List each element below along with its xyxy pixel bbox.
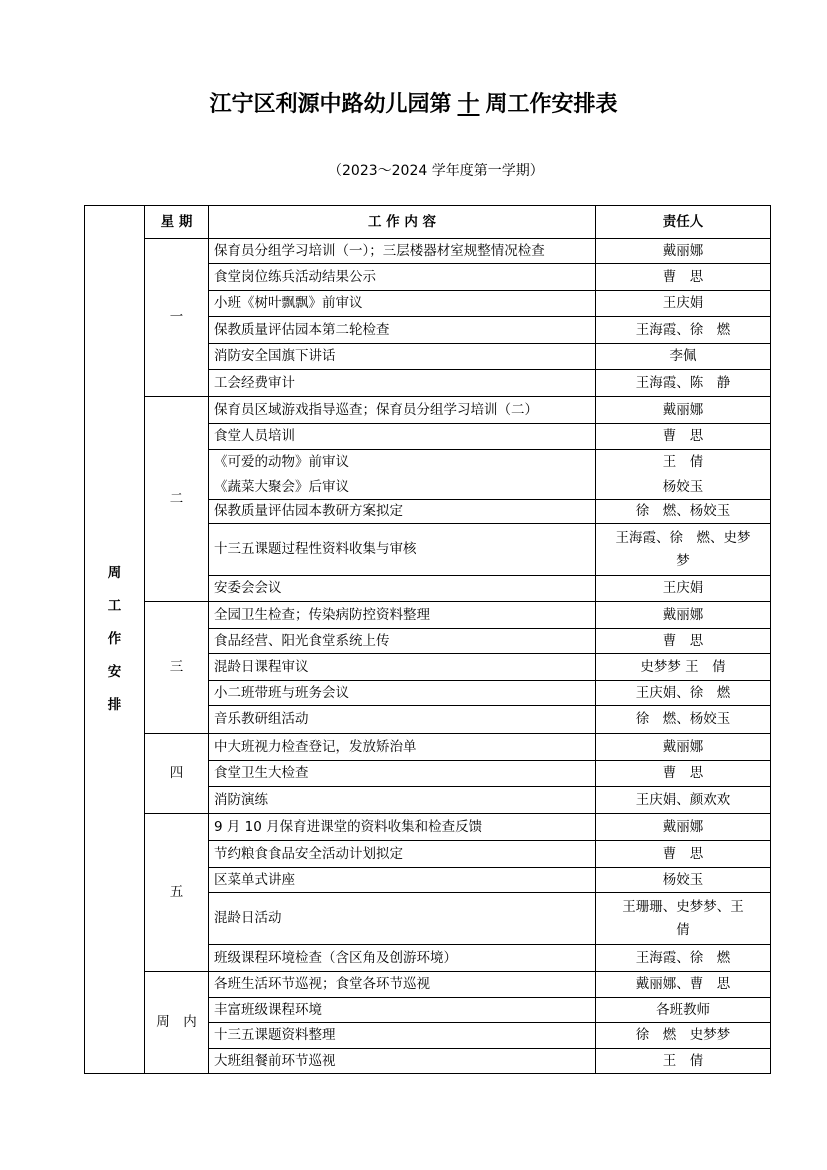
responsible-person	[596, 602, 771, 629]
person-text: 王庆娟	[662, 295, 704, 311]
task-text: 食堂人员培训	[214, 428, 295, 444]
person-text: 徐 燃、杨姣玉	[635, 503, 731, 519]
person-text: 戴丽娜	[662, 738, 704, 755]
task-text: 班级课程环境检查（含区角及创游环境）	[214, 949, 457, 966]
person-text: 曹 思	[662, 268, 704, 285]
task-text: 丰富班级课程环境	[214, 1001, 322, 1018]
responsible-person	[596, 576, 771, 602]
task-text: 安委会会议	[214, 580, 282, 596]
task-text: 食品经营、阳光食堂系统上传	[214, 632, 390, 649]
week-number: 十	[457, 92, 480, 117]
responsible-person	[596, 972, 771, 998]
responsible-person	[596, 841, 771, 868]
task-content	[209, 450, 596, 500]
responsible-person	[596, 424, 771, 450]
responsible-person	[596, 761, 771, 787]
task-content	[209, 681, 596, 706]
task-content	[209, 787, 596, 814]
task-content	[209, 814, 596, 841]
task-text: 保育员区域游戏指导巡查；保育员分组学习培训（二）	[214, 401, 538, 418]
table-row	[85, 239, 771, 264]
person-text: 徐 燃、杨姣玉	[635, 711, 731, 727]
person-text: 王海霞、徐 燃	[635, 949, 731, 966]
task-text: 《蔬菜大聚会》后审议	[214, 478, 349, 495]
task-text: 音乐教研组活动	[214, 711, 309, 727]
side-label-char: 安	[107, 664, 122, 680]
task-text: 混龄日课程审议	[214, 658, 309, 675]
task-text: 保育员分组学习培训（一）；三层楼器材室规整情况检查	[214, 242, 545, 259]
task-text: 节约粮食食品安全活动计划拟定	[214, 845, 403, 862]
responsible-person	[596, 868, 771, 893]
person-text: 王 倩	[662, 1052, 704, 1069]
task-content	[209, 344, 596, 370]
school-year-subtitle: （2023～2024 学年度第一学期）	[328, 163, 544, 179]
task-text: 混龄日活动	[214, 910, 282, 926]
person-text: 曹 思	[662, 845, 704, 862]
table-row	[85, 814, 771, 841]
responsible-person	[596, 397, 771, 424]
task-content	[209, 424, 596, 450]
responsible-person	[596, 654, 771, 681]
day-cell: 四	[145, 734, 209, 814]
person-text: 王庆娟、徐 燃	[635, 684, 731, 701]
responsible-person	[596, 681, 771, 706]
responsible-person	[596, 814, 771, 841]
responsible-person	[596, 500, 771, 524]
person-text: 倩	[676, 921, 690, 938]
person-text: 王庆娟	[662, 580, 704, 596]
person-text: 戴丽娜	[662, 818, 704, 835]
person-text: 梦	[676, 552, 690, 569]
table-row	[85, 602, 771, 629]
task-text: 小二班带班与班务会议	[214, 684, 349, 701]
task-content	[209, 1023, 596, 1049]
responsible-person	[596, 787, 771, 814]
table-row	[85, 397, 771, 424]
task-text: 各班生活环节巡视；食堂各环节巡视	[214, 976, 430, 992]
person-text: 王 倩	[662, 453, 704, 470]
task-content	[209, 945, 596, 972]
responsible-person	[596, 317, 771, 344]
task-text: 十三五课题过程性资料收集与审核	[214, 541, 417, 557]
weekly-schedule-table	[84, 205, 771, 1074]
person-text: 戴丽娜	[662, 606, 704, 623]
task-content	[209, 761, 596, 787]
header-content: 工 作 内 容	[209, 206, 596, 239]
header-person: 责任人	[596, 206, 771, 239]
person-text: 戴丽娜	[662, 242, 704, 259]
person-text: 徐 燃 史梦梦	[635, 1027, 731, 1043]
task-text: 区菜单式讲座	[214, 871, 295, 888]
task-content	[209, 841, 596, 868]
task-content	[209, 734, 596, 761]
person-text: 杨姣玉	[662, 478, 704, 495]
day-cell: 二	[145, 397, 209, 602]
side-label-week-arrangement	[85, 206, 145, 1074]
person-text: 王海霞、陈 静	[635, 374, 731, 391]
task-text: 小班《树叶飘飘》前审议	[214, 295, 363, 311]
header-day: 星 期	[145, 206, 209, 239]
responsible-person	[596, 239, 771, 264]
task-content	[209, 576, 596, 602]
day-cell: 五	[145, 814, 209, 972]
task-text: 十三五课题资料整理	[214, 1027, 336, 1043]
task-content	[209, 629, 596, 654]
table-row	[85, 972, 771, 998]
task-content	[209, 1049, 596, 1074]
responsible-person	[596, 524, 771, 576]
task-content	[209, 868, 596, 893]
page-title	[0, 87, 827, 118]
task-content	[209, 317, 596, 344]
task-text: 消防安全国旗下讲话	[214, 348, 336, 364]
task-content	[209, 291, 596, 317]
person-text: 李佩	[669, 348, 697, 364]
responsible-person	[596, 264, 771, 291]
task-content	[209, 397, 596, 424]
responsible-person	[596, 629, 771, 654]
task-text: 保教质量评估园本教研方案拟定	[214, 503, 403, 519]
day-cell: 三	[145, 602, 209, 734]
person-text: 戴丽娜	[662, 401, 704, 418]
task-content	[209, 706, 596, 734]
person-text: 史梦梦 王 倩	[640, 658, 726, 675]
day-cell: 一	[145, 239, 209, 397]
task-text: 工会经费审计	[214, 374, 295, 391]
responsible-person	[596, 945, 771, 972]
day-cell: 周 内	[145, 972, 209, 1074]
side-label-char: 周	[107, 565, 122, 581]
person-text: 王珊珊、史梦梦、王	[622, 898, 744, 915]
title-prefix: 江宁区利源中路幼儿园第	[209, 92, 452, 117]
person-text: 王庆娟、颜欢欢	[635, 791, 731, 808]
task-content	[209, 893, 596, 945]
task-text: 9 月 10 月保育进课堂的资料收集和检查反馈	[214, 818, 483, 835]
task-text: 保教质量评估园本第二轮检查	[214, 321, 390, 338]
task-text: 消防演练	[214, 791, 268, 808]
table-row	[85, 734, 771, 761]
side-label-char: 排	[107, 697, 122, 713]
schedule-body	[85, 206, 771, 1074]
side-label-char: 作	[107, 631, 122, 647]
side-label-char: 工	[107, 598, 122, 614]
responsible-person	[596, 291, 771, 317]
task-text: 食堂卫生大检查	[214, 765, 309, 781]
task-content	[209, 370, 596, 397]
task-content	[209, 972, 596, 998]
task-content	[209, 654, 596, 681]
person-text: 曹 思	[662, 632, 704, 649]
responsible-person	[596, 893, 771, 945]
responsible-person	[596, 1049, 771, 1074]
person-text: 曹 思	[662, 765, 704, 781]
task-content	[209, 998, 596, 1023]
responsible-person	[596, 370, 771, 397]
person-text: 王海霞、徐 燃	[635, 321, 731, 338]
responsible-person	[596, 1023, 771, 1049]
task-text: 全园卫生检查；传染病防控资料整理	[214, 606, 430, 623]
task-content	[209, 239, 596, 264]
task-text: 《可爱的动物》前审议	[214, 453, 349, 470]
responsible-person	[596, 734, 771, 761]
task-text: 食堂岗位练兵活动结果公示	[214, 268, 376, 285]
task-content	[209, 500, 596, 524]
task-text: 大班组餐前环节巡视	[214, 1052, 336, 1069]
task-content	[209, 524, 596, 576]
responsible-person	[596, 998, 771, 1023]
person-text: 戴丽娜、曹 思	[635, 976, 731, 992]
person-text: 王海霞、徐 燃、史梦	[615, 529, 751, 546]
responsible-person	[596, 344, 771, 370]
task-content	[209, 602, 596, 629]
title-suffix: 周工作安排表	[485, 92, 618, 117]
responsible-person	[596, 450, 771, 500]
task-text: 中大班视力检查登记，发放矫治单	[214, 738, 417, 755]
task-content	[209, 264, 596, 291]
responsible-person	[596, 706, 771, 734]
person-text: 杨姣玉	[662, 871, 704, 888]
person-text: 各班教师	[656, 1001, 710, 1018]
person-text: 曹 思	[662, 428, 704, 444]
